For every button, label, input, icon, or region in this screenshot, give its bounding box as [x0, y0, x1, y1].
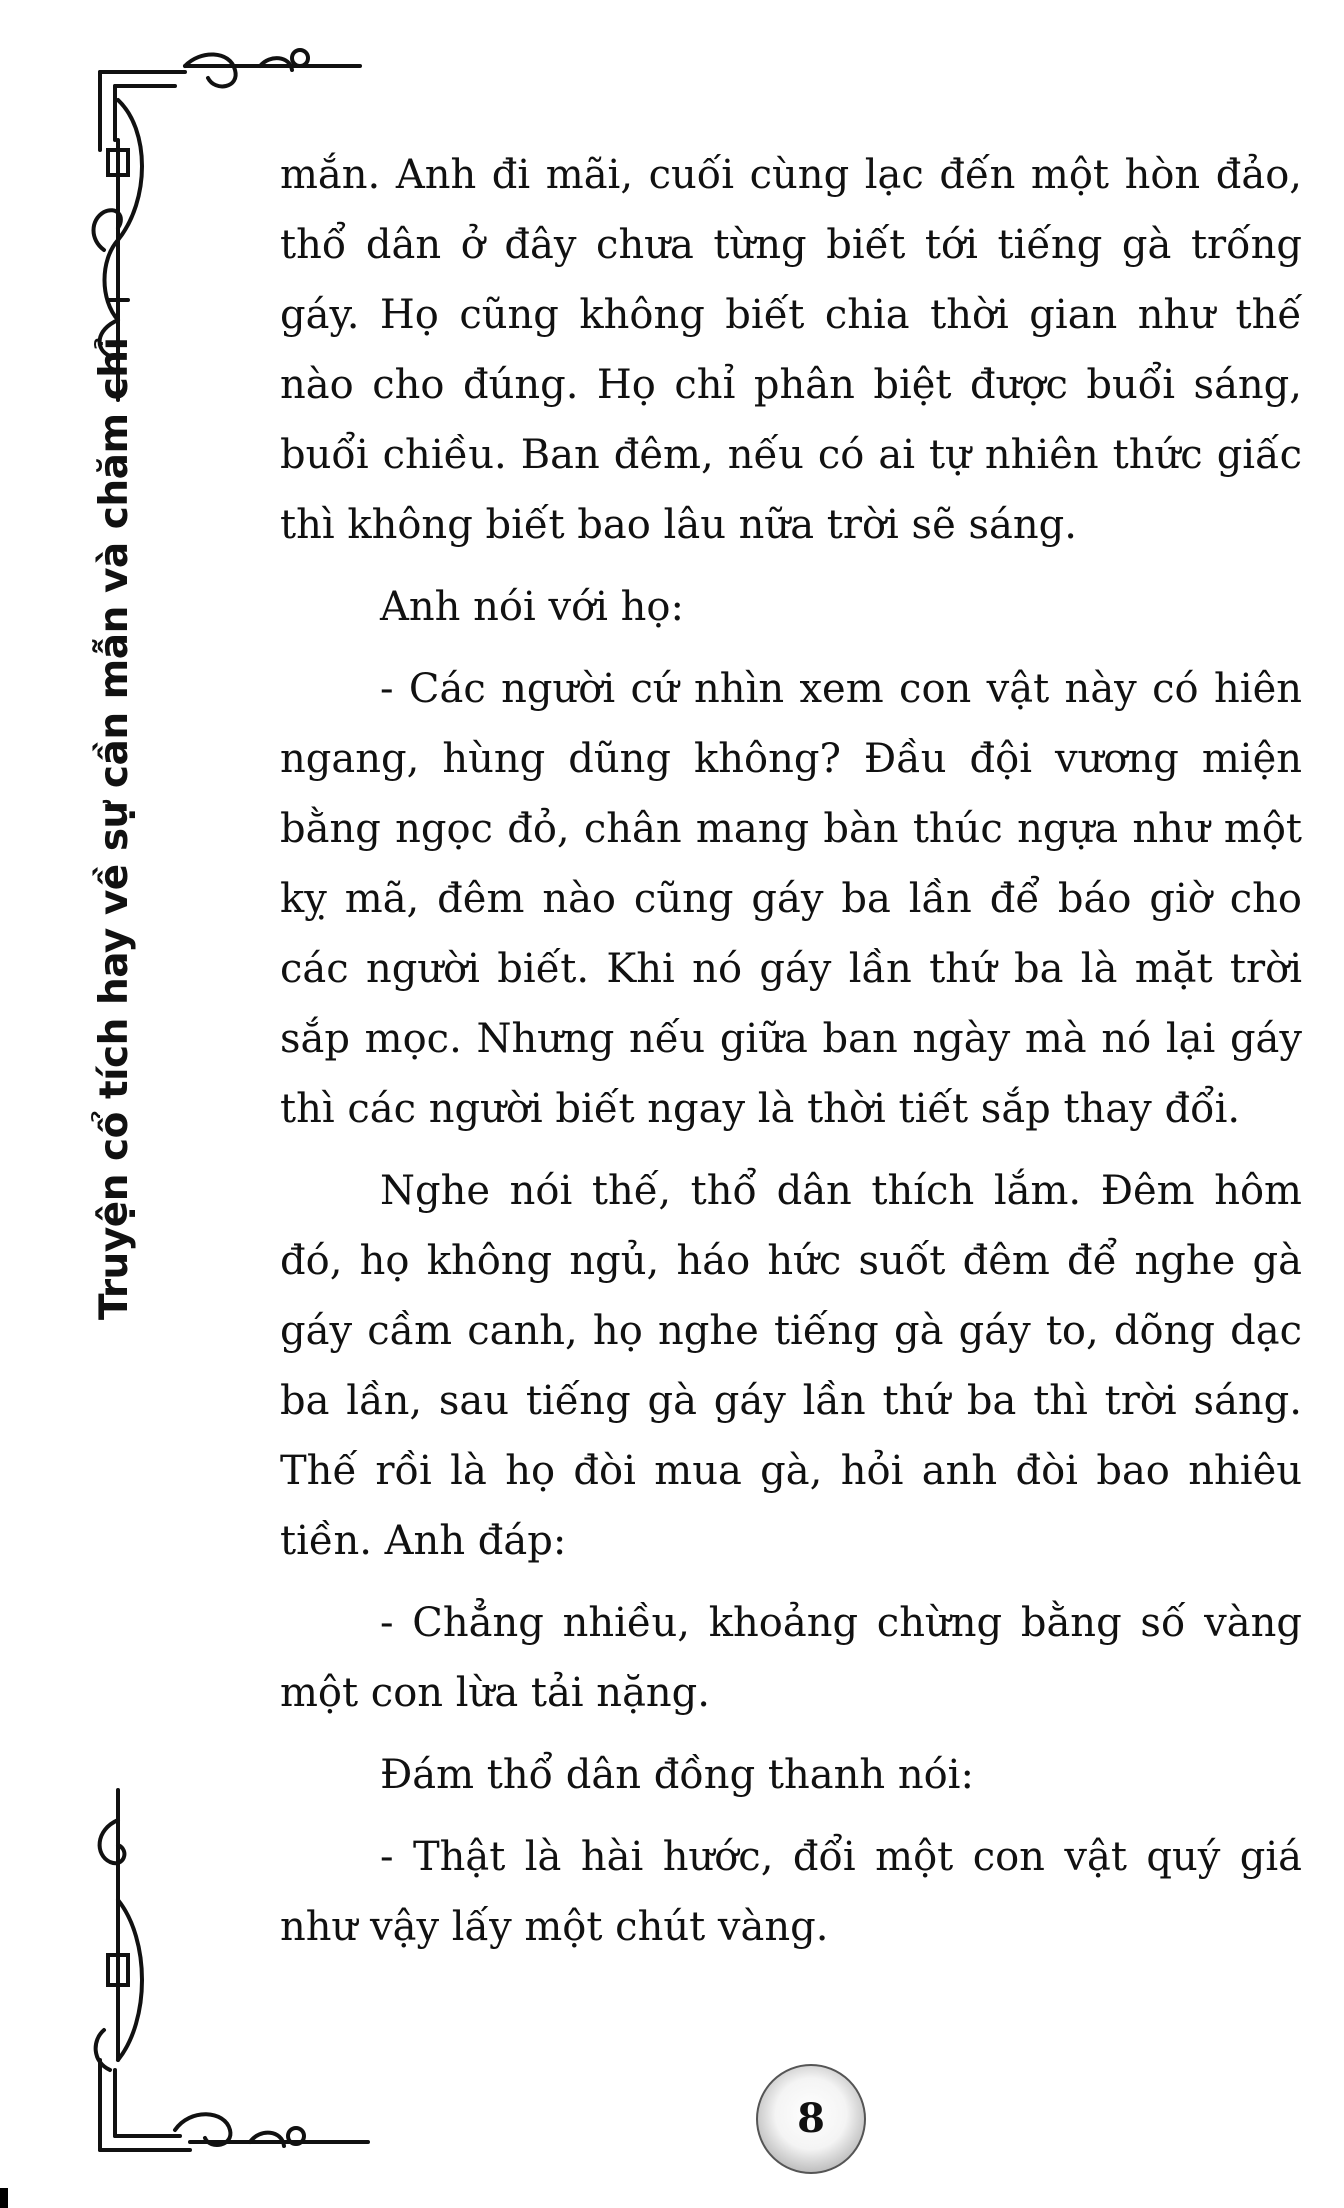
paragraph: Anh nói với họ: — [380, 584, 684, 630]
paragraph: Nghe nói thế, thổ dân thích lắm. Đêm hôm đó, họ không ngủ, háo hức suốt đêm để nghe gà gáy cầm canh, họ nghe tiếng gà gáy to, dõng dạc ba lần, sau tiếng gà gáy lần thứ ba thì trời sáng. Thế rồi là họ đòi mua gà, hỏi anh đòi bao nhiêu tiền. Anh đáp: — [280, 1168, 1302, 1564]
paragraph: - Các người cứ nhìn xem con vật này có hiên ngang, hùng dũng không? Đầu đội vương miện bằng ngọc đỏ, chân mang bàn thúc ngựa như một kỵ mã, đêm nào cũng gáy ba lần để báo giờ cho các người biết. Khi nó gáy lần thứ ba là mặt trời sắp mọc. Nhưng nếu giữa ban ngày mà nó lại gáy thì các người biết ngay là thời tiết sắp thay đổi. — [280, 666, 1302, 1132]
running-book-title: Truyện cổ tích hay về sự cần mẫn và chăm chỉ — [92, 337, 137, 1320]
paragraph: - Thật là hài hước, đổi một con vật quý giá như vậy lấy một chút vàng. — [280, 1834, 1302, 1950]
paragraph: Đám thổ dân đồng thanh nói: — [380, 1752, 974, 1798]
page-number-badge: 8 — [756, 2064, 866, 2174]
paragraph: - Chẳng nhiều, khoảng chừng bằng số vàng một con lừa tải nặng. — [280, 1600, 1302, 1716]
body-text — [280, 140, 1302, 1974]
scan-edge-mark — [0, 2188, 8, 2208]
paragraph: mắn. Anh đi mãi, cuối cùng lạc đến một hòn đảo, thổ dân ở đây chưa từng biết tới tiếng gà trống gáy. Họ cũng không biết chia thời gian như thế nào cho đúng. Họ chỉ phân biệt được buổi sáng, buổi chiều. Ban đêm, nếu có ai tự nhiên thức giấc thì không biết bao lâu nữa trời sẽ sáng. — [280, 152, 1302, 548]
